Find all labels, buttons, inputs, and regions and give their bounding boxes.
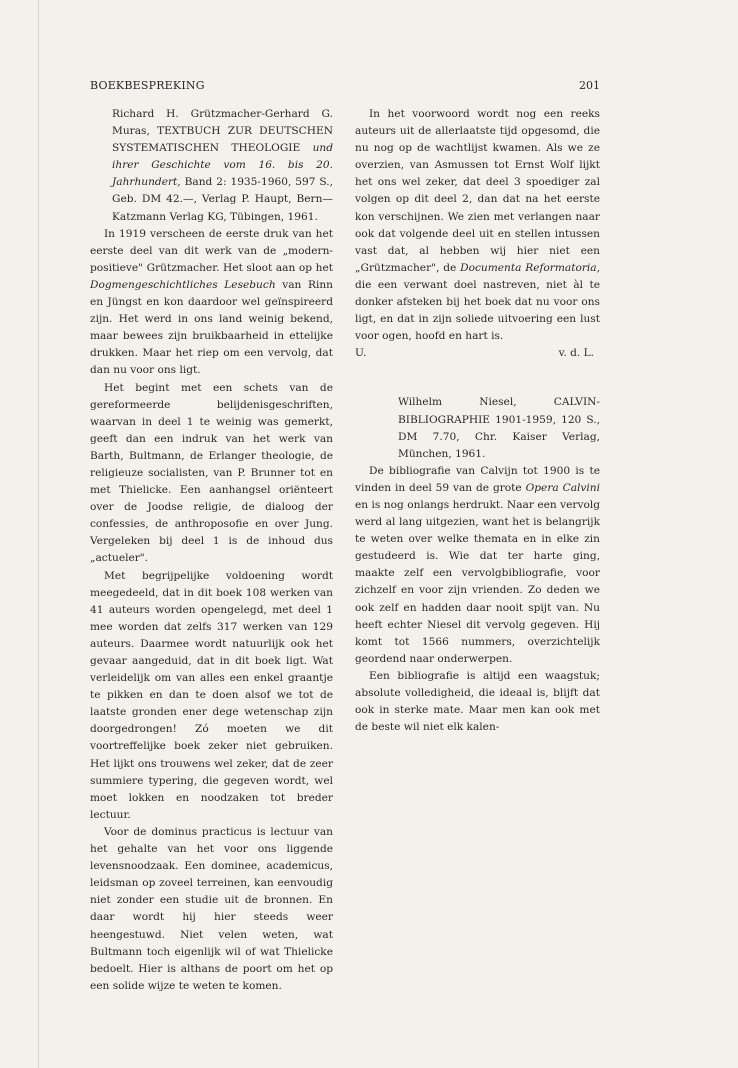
review1-paragraph-4: Voor de dominus practicus is lectuur van het gehalte van het voor ons liggende levensnoodzaak. Een dominee, academicus, leidsman op zoveel terreinen, kan eenvoudig niet zonder een studie uit de bronnen. En daar wordt hij hier steeds weer heengestuwd. Niet velen weten, wat Bultmann toch eigenlijk wil of wat Thielicke bedoelt. Hier is althans de poort om het op een solide wijze te weten te komen.: [90, 825, 333, 992]
review2-paragraph-1: De bibliografie van Calvijn tot 1900 is te vinden in deel 59 van de grote Opera Calvini en is nog onlangs herdrukt. Naar een vervolg werd al lang uitgezien, want het is belangrijk te weten over welke themata en in elke zin gestudeerd is. Wie dat ter harte ging, maakte zelf een vervolgbibliografie, voor zichzelf en voor zijn vrienden. Zo deden we ook zelf en hadden daar nooit spijt van. Nu heeft echter Niesel dit vervolg gegeven. Hij komt tot 1566 nummers, overzichtelijk geordend naar onderwerpen.: [355, 464, 600, 665]
review2-reference: Wilhelm Niesel, CALVIN-BIBLIOGRAPHIE 1901-1959, 120 S., DM 7.70, Chr. Kaiser Verlag, München, 1961.: [398, 396, 600, 460]
review1-reference: [112, 106, 333, 226]
review1-details: Band 2: 1935-1960, 597 S., Geb. DM 42.—, Verlag P. Haupt, Bern—Katzmann Verlag KG, Tübingen, 1961.: [112, 176, 333, 223]
signature-left: U.: [355, 347, 367, 360]
review1-title: TEXTBUCH ZUR DEUTSCHEN SYSTEMATISCHEN THEOLOGIE: [112, 125, 333, 155]
review2-paragraph-2: Een bibliografie is altijd een waagstuk; absolute volledigheid, die ideaal is, blijft dat ook in sterke mate. Maar men kan ook met de beste wil niet elk kalen-: [355, 669, 600, 734]
review1-signature: [355, 345, 600, 362]
left-column: [90, 106, 333, 992]
review1-subtitle: und ihrer Geschichte vom 16. bis 20. Jahrhundert,: [112, 142, 333, 189]
review1-paragraph-2: Het begint met een schets van de gereformeerde belijdenisgeschriften, waarvan in deel 1 te weinig was gemerkt, geeft dan een indruk van het werk van Barth, Bultmann, de Erlanger theologie, de religieuze socialisten, van P. Brunner tot en met Thielicke. Een aanhangsel oriënteert over de Joodse religie, de dialoog der confessies, de anthroposofie en over Jung. Vergeleken bij deel 1 is de inhoud dus „actueler".: [90, 381, 333, 565]
review1-paragraph-1: In 1919 verscheen de eerste druk van het eerste deel van dit werk van de „modern-positieve" Grützmacher. Het sloot aan op het Dogmengeschichtliches Lesebuch van Rinn en Jüngst en kon daardoor wel geïnspireerd zijn. Het werd in ons land weinig bekend, maar bewees zijn bruikbaarheid in ettelijke drukken. Maar het riep om een vervolg, dat dan nu voor ons ligt.: [90, 227, 333, 377]
section-title: BOEKBESPREKING: [90, 79, 205, 92]
page-number: 201: [579, 79, 600, 92]
signature-right: v. d. L.: [558, 347, 594, 360]
right-column: [355, 106, 600, 986]
review1-authors: Richard H. Grützmacher-Gerhard G. Muras,: [112, 108, 333, 138]
running-header: [90, 79, 600, 95]
book-title-documenta: Documenta Reformatoria,: [460, 261, 600, 274]
book-title-opera-calvini: Opera Calvini: [525, 481, 600, 494]
review1-paragraph-5: In het voorwoord wordt nog een reeks auteurs uit de allerlaatste tijd opgesomd, die nu nog op de wachtlijst kwamen. Als we ze overzien, van Asmussen tot Ernst Wolf lijkt het ons wel zeker, dat deel 3 spoediger zal volgen op dit deel 2, dan dat na het eerste kon verschijnen. We zien met verlangen naar ook dat volgende deel uit en stellen intussen vast dat, al hebben wij hier niet een „Grützmacher", de Documenta Reformatoria, die een verwant doel nastreven, niet àl te donker afsteken bij het boek dat nu voor ons ligt, en dat in zijn soliede uitvoering een lust voor ogen, hoofd en hart is.: [355, 108, 600, 343]
review1-paragraph-3: Met begrijpelijke voldoening wordt meegedeeld, dat in dit boek 108 werken van 41 auteurs worden opengelegd, met deel 1 mee worden dat zelfs 317 werken van 129 auteurs. Daarmee wordt natuurlijk ook het gevaar aangeduid, dat in dit boek ligt. Wat verleidelijk om van alles een enkel graantje te pikken en dan te doen alsof we tot de laatste gronden ener dege wetenschap zijn doorgedrongen! Zó moeten we dit voortreffelijke boek zeker niet gebruiken. Het lijkt ons trouwens wel zeker, dat de zeer summiere typering, die gegeven wordt, wel moet lokken en noodzaken tot breder lectuur.: [90, 569, 333, 821]
section-gap: [355, 362, 600, 394]
page-edge-line: [38, 0, 39, 1068]
book-title-dogmengeschichtliches: Dogmengeschichtliches Lesebuch: [90, 278, 276, 291]
